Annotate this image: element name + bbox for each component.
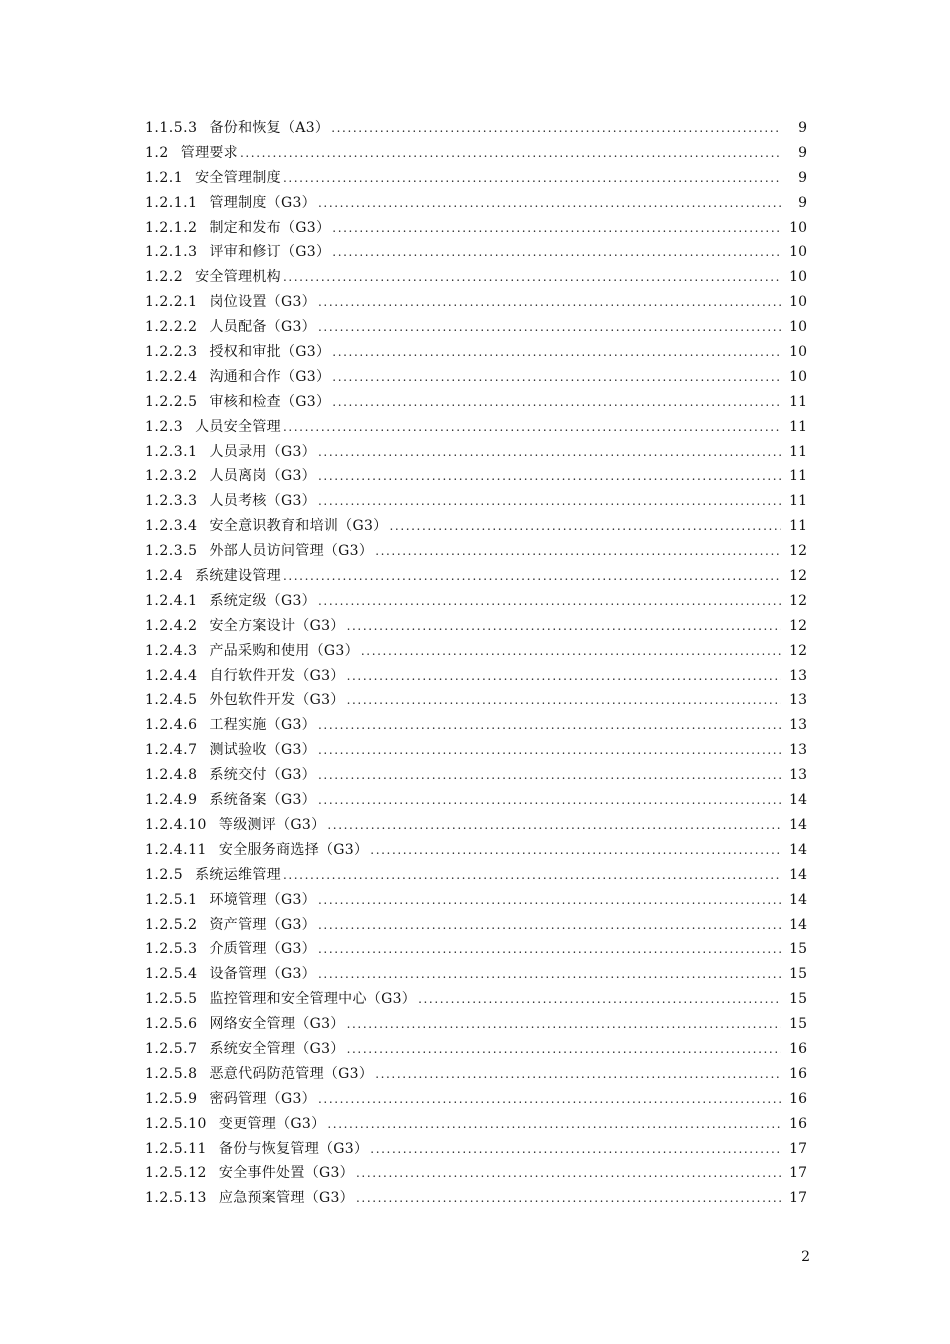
toc-entry[interactable] (145, 1037, 807, 1062)
toc-entry-title: 系统备案（G3） (209, 792, 316, 809)
toc-dot-leader (356, 1161, 781, 1186)
toc-dot-leader (370, 838, 781, 863)
toc-entry[interactable] (145, 415, 807, 440)
toc-entry-number: 1.2.5.9 (145, 1090, 198, 1107)
toc-entry[interactable] (145, 216, 807, 241)
toc-entry-title: 沟通和合作（G3） (209, 368, 331, 385)
toc-dot-leader (318, 763, 781, 788)
toc-dot-leader (283, 265, 781, 290)
toc-entry-page: 12 (789, 543, 807, 560)
toc-entry[interactable] (145, 489, 807, 514)
toc-entry[interactable] (145, 1012, 807, 1037)
toc-entry-number: 1.2.4.1 (145, 592, 198, 609)
toc-dot-leader (332, 216, 781, 241)
toc-dot-leader (318, 937, 781, 962)
toc-entry-page: 16 (789, 1090, 807, 1107)
toc-dot-leader (356, 1186, 781, 1211)
toc-entry-page: 13 (789, 742, 807, 759)
toc-dot-leader (318, 788, 781, 813)
toc-entry-number: 1.2.5.10 (145, 1115, 207, 1132)
toc-entry[interactable] (145, 614, 807, 639)
toc-entry-page: 13 (789, 767, 807, 784)
toc-entry[interactable] (145, 713, 807, 738)
toc-entry[interactable] (145, 166, 807, 191)
toc-entry-page: 11 (789, 393, 807, 410)
toc-entry[interactable] (145, 788, 807, 813)
toc-entry-number: 1.2 (145, 144, 169, 161)
toc-dot-leader (283, 863, 781, 888)
toc-entry[interactable] (145, 738, 807, 763)
toc-entry-page: 11 (789, 418, 807, 435)
toc-entry-title: 密码管理（G3） (209, 1090, 316, 1107)
toc-entry-title: 应急预案管理（G3） (218, 1190, 354, 1207)
toc-entry-number: 1.2.5.4 (145, 966, 198, 983)
toc-entry-title: 安全意识教育和培训（G3） (209, 518, 388, 535)
toc-entry-page: 11 (789, 518, 807, 535)
toc-entry-page: 14 (789, 891, 807, 908)
toc-entry[interactable] (145, 240, 807, 265)
toc-entry-title: 人员录用（G3） (209, 443, 316, 460)
toc-entry-page: 14 (789, 792, 807, 809)
toc-entry[interactable] (145, 315, 807, 340)
toc-entry[interactable] (145, 265, 807, 290)
toc-entry[interactable] (145, 888, 807, 913)
toc-entry[interactable] (145, 1161, 807, 1186)
toc-entry-title: 安全管理制度 (195, 169, 281, 186)
toc-dot-leader (361, 639, 781, 664)
toc-entry-page: 9 (798, 120, 807, 136)
page-number: 2 (801, 1249, 810, 1265)
toc-entry-page: 14 (789, 916, 807, 933)
toc-entry-page: 17 (789, 1190, 807, 1207)
toc-entry-title: 安全事件处置（G3） (218, 1165, 354, 1182)
toc-entry-page: 12 (789, 617, 807, 634)
toc-entry[interactable] (145, 1186, 807, 1211)
toc-entry-page: 14 (789, 816, 807, 833)
toc-entry-title: 监控管理和安全管理中心（G3） (209, 991, 417, 1008)
toc-entry-number: 1.2.4 (145, 568, 184, 585)
toc-entry-number: 1.2.3 (145, 418, 184, 435)
toc-entry-page: 9 (798, 144, 807, 161)
toc-entry-title: 备份与恢复管理（G3） (218, 1140, 369, 1157)
toc-entry-title: 工程实施（G3） (209, 717, 316, 734)
toc-entry-page: 13 (789, 717, 807, 734)
toc-entry-number: 1.2.1 (145, 169, 184, 186)
toc-dot-leader (318, 464, 781, 489)
toc-entry[interactable] (145, 116, 807, 141)
toc-entry-page: 10 (789, 344, 807, 361)
toc-entry-number: 1.2.5.13 (145, 1190, 207, 1207)
toc-entry-page: 10 (789, 294, 807, 311)
toc-entry-page: 10 (789, 219, 807, 236)
toc-entry-page: 12 (789, 642, 807, 659)
toc-entry-number: 1.2.3.3 (145, 493, 198, 510)
toc-entry[interactable] (145, 639, 807, 664)
toc-entry-number: 1.2.5 (145, 866, 184, 883)
toc-entry-title: 管理制度（G3） (209, 194, 316, 211)
toc-entry[interactable] (145, 1137, 807, 1162)
toc-dot-leader (318, 191, 781, 216)
toc-dot-leader (318, 489, 781, 514)
toc-entry-page: 9 (798, 194, 807, 211)
toc-entry[interactable] (145, 440, 807, 465)
toc-entry-number: 1.2.2.2 (145, 319, 198, 336)
toc-entry-number: 1.1.5.3 (145, 120, 198, 136)
toc-entry-number: 1.2.4.2 (145, 617, 198, 634)
toc-entry-title: 审核和检查（G3） (209, 393, 331, 410)
toc-entry-title: 设备管理（G3） (209, 966, 316, 983)
toc-entry-number: 1.2.5.6 (145, 1016, 198, 1033)
toc-entry-number: 1.2.3.5 (145, 543, 198, 560)
toc-dot-leader (318, 888, 781, 913)
toc-entry[interactable] (145, 987, 807, 1012)
toc-entry-number: 1.2.3.1 (145, 443, 198, 460)
toc-dot-leader (240, 141, 781, 166)
toc-entry-number: 1.2.4.3 (145, 642, 198, 659)
toc-entry[interactable] (145, 664, 807, 689)
toc-entry-number: 1.2.3.2 (145, 468, 198, 485)
toc-entry-number: 1.2.5.2 (145, 916, 198, 933)
toc-entry-number: 1.2.4.9 (145, 792, 198, 809)
toc-dot-leader (318, 440, 781, 465)
toc-entry[interactable] (145, 564, 807, 589)
toc-entry[interactable] (145, 863, 807, 888)
toc-entry-page: 12 (789, 568, 807, 585)
toc-dot-leader (389, 514, 781, 539)
toc-entry-number: 1.2.4.8 (145, 767, 198, 784)
toc-entry-page: 13 (789, 667, 807, 684)
toc-entry-page: 13 (789, 692, 807, 709)
toc-entry-title: 评审和修订（G3） (209, 244, 331, 261)
toc-entry-number: 1.2.5.12 (145, 1165, 207, 1182)
toc-entry-page: 11 (789, 493, 807, 510)
toc-entry-page: 16 (789, 1065, 807, 1082)
toc-dot-leader (318, 738, 781, 763)
toc-entry-page: 11 (789, 443, 807, 460)
toc-entry-number: 1.2.5.3 (145, 941, 198, 958)
toc-entry-title: 系统运维管理 (195, 866, 281, 883)
toc-entry[interactable] (145, 539, 807, 564)
toc-dot-leader (332, 365, 781, 390)
toc-entry-title: 制定和发布（G3） (209, 219, 331, 236)
toc-entry-title: 人员离岗（G3） (209, 468, 316, 485)
toc-entry-number: 1.2.5.8 (145, 1065, 198, 1082)
toc-dot-leader (332, 340, 781, 365)
toc-dot-leader (347, 1037, 781, 1062)
toc-entry[interactable] (145, 514, 807, 539)
toc-entry-page: 16 (789, 1040, 807, 1057)
toc-entry-number: 1.2.1.3 (145, 244, 198, 261)
toc-entry-title: 产品采购和使用（G3） (209, 642, 359, 659)
toc-dot-leader (375, 1062, 781, 1087)
toc-entry-number: 1.2.1.1 (145, 194, 198, 211)
toc-entry[interactable] (145, 464, 807, 489)
toc-entry[interactable] (145, 340, 807, 365)
toc-entry-page: 11 (789, 468, 807, 485)
toc-dot-leader (347, 614, 781, 639)
toc-entry-title: 人员配备（G3） (209, 319, 316, 336)
toc-entry[interactable] (145, 813, 807, 838)
toc-entry-title: 岗位设置（G3） (209, 294, 316, 311)
toc-entry-number: 1.2.4.10 (145, 816, 207, 833)
toc-entry[interactable] (145, 1087, 807, 1112)
toc-dot-leader (318, 962, 781, 987)
toc-dot-leader (318, 913, 781, 938)
toc-entry-number: 1.2.5.1 (145, 891, 198, 908)
toc-entry-page: 17 (789, 1165, 807, 1182)
toc-entry-number: 1.2.4.4 (145, 667, 198, 684)
toc-dot-leader (318, 290, 781, 315)
toc-entry-page: 10 (789, 319, 807, 336)
toc-entry[interactable] (145, 688, 807, 713)
toc-entry-page: 10 (789, 244, 807, 261)
toc-entry-title: 系统建设管理 (195, 568, 281, 585)
toc-entry-title: 安全管理机构 (195, 269, 281, 286)
toc-entry-page: 9 (798, 169, 807, 186)
toc-entry-number: 1.2.2.5 (145, 393, 198, 410)
toc-entry-number: 1.2.3.4 (145, 518, 198, 535)
toc-entry[interactable] (145, 365, 807, 390)
toc-entry-page: 16 (789, 1115, 807, 1132)
toc-entry-title: 变更管理（G3） (218, 1115, 326, 1132)
toc-entry-page: 17 (789, 1140, 807, 1157)
toc-entry[interactable] (145, 390, 807, 415)
toc-entry-page: 12 (789, 592, 807, 609)
toc-entry-page: 15 (789, 1016, 807, 1033)
toc-entry[interactable] (145, 962, 807, 987)
toc-entry-page: 14 (789, 866, 807, 883)
toc-entry[interactable] (145, 937, 807, 962)
toc-entry[interactable] (145, 191, 807, 216)
toc-entry-number: 1.2.5.7 (145, 1040, 198, 1057)
toc-dot-leader (418, 987, 781, 1012)
toc-dot-leader (332, 240, 781, 265)
toc-dot-leader (347, 1012, 781, 1037)
toc-entry-title: 安全服务商选择（G3） (218, 841, 369, 858)
toc-dot-leader (370, 1137, 781, 1162)
toc-entry-title: 资产管理（G3） (209, 916, 316, 933)
toc-entry-number: 1.2.4.6 (145, 717, 198, 734)
toc-entry-title: 网络安全管理（G3） (209, 1016, 345, 1033)
toc-entry-number: 1.2.2.4 (145, 368, 198, 385)
toc-entry[interactable] (145, 290, 807, 315)
toc-entry-title: 介质管理（G3） (209, 941, 316, 958)
toc-dot-leader (327, 1112, 781, 1137)
toc-entry-title: 授权和审批（G3） (209, 344, 331, 361)
toc-entry[interactable] (145, 913, 807, 938)
toc-dot-leader (332, 390, 781, 415)
toc-entry-page: 10 (789, 269, 807, 286)
toc-entry-title: 环境管理（G3） (209, 891, 316, 908)
toc-entry-title: 人员考核（G3） (209, 493, 316, 510)
toc-entry-page: 14 (789, 841, 807, 858)
toc-dot-leader (347, 688, 781, 713)
toc-dot-leader (283, 564, 781, 589)
toc-entry-title: 备份和恢复（A3） (209, 120, 330, 136)
toc-entry-title: 人员安全管理 (195, 418, 281, 435)
toc-entry-title: 外部人员访问管理（G3） (209, 543, 374, 560)
toc-entry-number: 1.2.4.5 (145, 692, 198, 709)
toc-dot-leader (347, 664, 781, 689)
toc-entry-number: 1.2.1.2 (145, 219, 198, 236)
toc-entry-title: 恶意代码防范管理（G3） (209, 1065, 374, 1082)
toc-entry-title: 测试验收（G3） (209, 742, 316, 759)
toc-entry[interactable] (145, 141, 807, 166)
toc-entry-title: 等级测评（G3） (218, 816, 326, 833)
toc-entry[interactable] (145, 838, 807, 863)
toc-entry-title: 安全方案设计（G3） (209, 617, 345, 634)
toc-entry-number: 1.2.4.11 (145, 841, 207, 858)
toc-entry-number: 1.2.5.11 (145, 1140, 207, 1157)
toc-entry-number: 1.2.5.5 (145, 991, 198, 1008)
toc-entry-title: 系统安全管理（G3） (209, 1040, 345, 1057)
toc-entry-page: 15 (789, 966, 807, 983)
toc-dot-leader (331, 116, 781, 141)
toc-entry[interactable] (145, 763, 807, 788)
toc-dot-leader (318, 315, 781, 340)
toc-dot-leader (283, 415, 781, 440)
toc-dot-leader (318, 1087, 781, 1112)
toc-dot-leader (375, 539, 781, 564)
toc-entry-number: 1.2.2.1 (145, 294, 198, 311)
toc-entry[interactable] (145, 589, 807, 614)
toc-entry-page: 15 (789, 941, 807, 958)
toc-entry-number: 1.2.4.7 (145, 742, 198, 759)
toc-dot-leader (318, 589, 781, 614)
toc-entry-title: 管理要求 (180, 144, 238, 161)
toc-entry-number: 1.2.2 (145, 269, 184, 286)
toc-entry-page: 15 (789, 991, 807, 1008)
toc-entry-title: 系统交付（G3） (209, 767, 316, 784)
toc-dot-leader (318, 713, 781, 738)
toc-entry-title: 外包软件开发（G3） (209, 692, 345, 709)
toc-dot-leader (283, 166, 781, 191)
toc-entry[interactable] (145, 1062, 807, 1087)
toc-entry-title: 系统定级（G3） (209, 592, 316, 609)
toc-entry-title: 自行软件开发（G3） (209, 667, 345, 684)
toc-entry[interactable] (145, 1112, 807, 1137)
toc-entry-page: 10 (789, 368, 807, 385)
table-of-contents (145, 116, 807, 1211)
toc-entry-number: 1.2.2.3 (145, 344, 198, 361)
toc-dot-leader (327, 813, 781, 838)
